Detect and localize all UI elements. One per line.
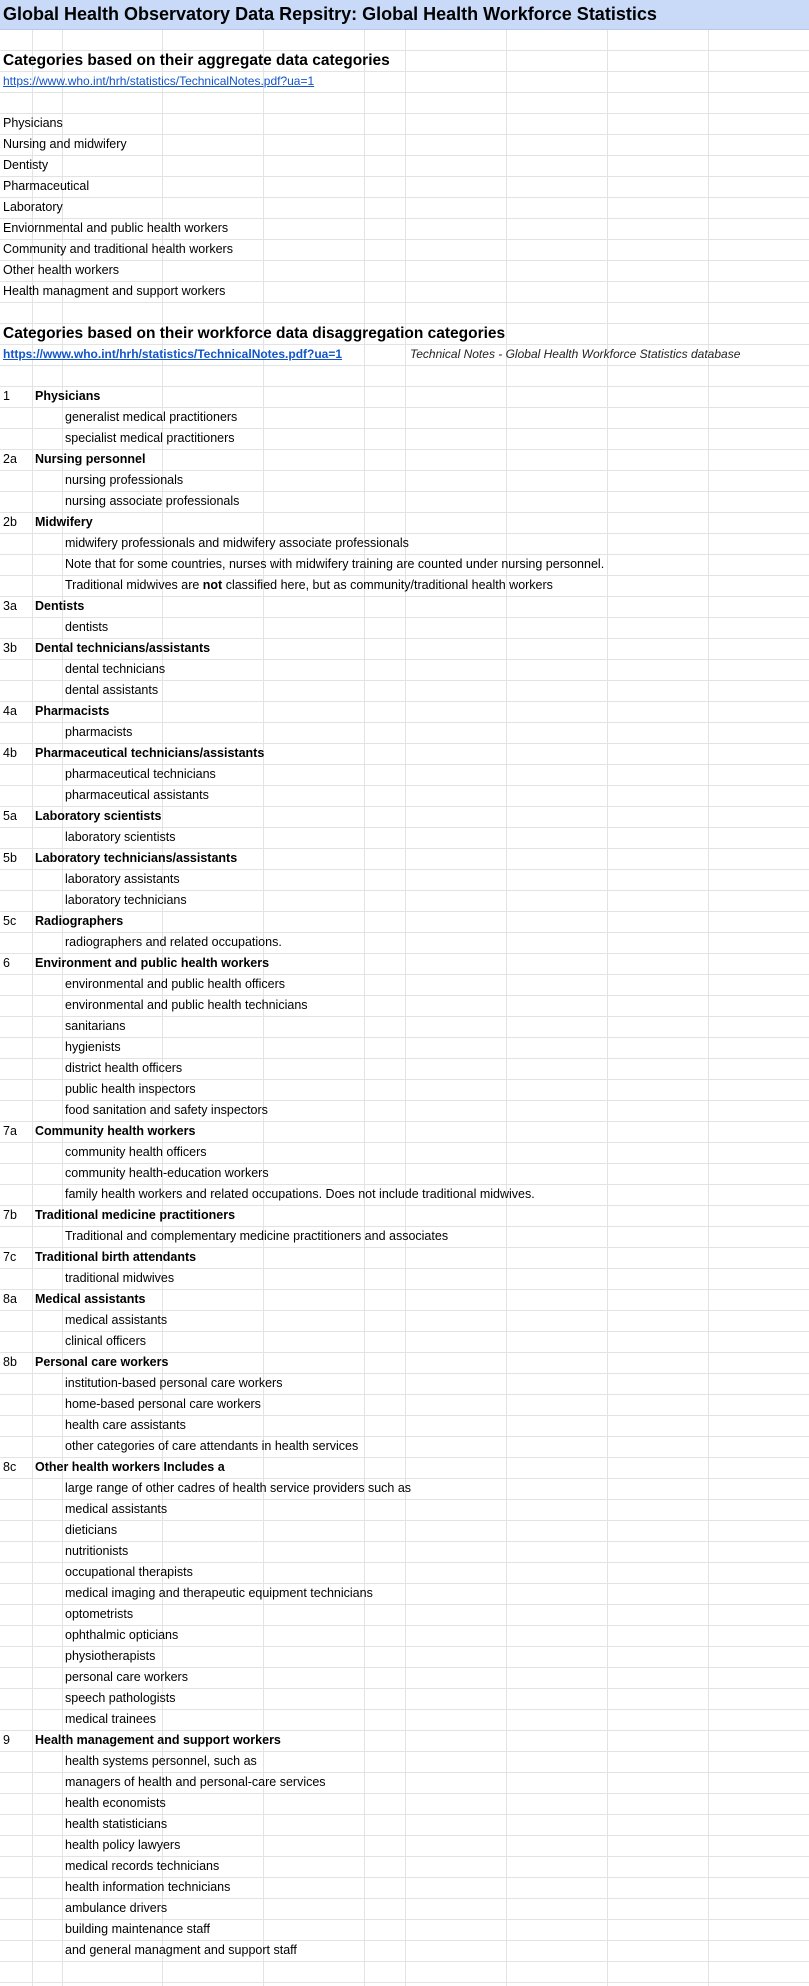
subcategory-row bbox=[0, 1856, 809, 1877]
category-name: Laboratory scientists bbox=[35, 809, 162, 823]
category-number: 8b bbox=[3, 1355, 17, 1369]
subcategory-item: occupational therapists bbox=[65, 1565, 193, 1579]
sheet-title: Global Health Observatory Data Repsitry: Global Health Workforce Statistics bbox=[3, 4, 657, 24]
subcategory-item: ambulance drivers bbox=[65, 1901, 168, 1915]
subcategory-row bbox=[0, 1415, 809, 1436]
subcategory-item: nursing professionals bbox=[65, 473, 184, 487]
subcategory-item: other categories of care attendants in health services bbox=[65, 1439, 359, 1453]
subcategory-item: ophthalmic opticians bbox=[65, 1628, 179, 1642]
aggregate-link[interactable]: https://www.who.int/hrh/statistics/TechnicalNotes.pdf?ua=1 bbox=[3, 74, 315, 88]
subcategory-row bbox=[0, 1625, 809, 1646]
aggregate-item-row bbox=[0, 239, 809, 260]
subcategory-row bbox=[0, 680, 809, 701]
subcategory-row bbox=[0, 1142, 809, 1163]
subcategory-row bbox=[0, 1016, 809, 1037]
category-number: 3a bbox=[3, 599, 17, 613]
subcategory-item: medical imaging and therapeutic equipment technicians bbox=[65, 1586, 373, 1600]
subcategory-text: classified here, but as community/traditional health workers bbox=[222, 578, 553, 592]
subcategory-row bbox=[0, 1604, 809, 1625]
empty-row bbox=[0, 92, 809, 113]
aggregate-item-row bbox=[0, 155, 809, 176]
category-name: Midwifery bbox=[35, 515, 93, 529]
subcategory-item: home-based personal care workers bbox=[65, 1397, 261, 1411]
aggregate-heading-row bbox=[0, 50, 809, 71]
subcategory-row bbox=[0, 1751, 809, 1772]
aggregate-item-row bbox=[0, 113, 809, 134]
category-name: Other health workers Includes a bbox=[35, 1460, 225, 1474]
subcategory-row bbox=[0, 1100, 809, 1121]
category-name: Traditional birth attendants bbox=[35, 1250, 197, 1264]
category-row bbox=[0, 1205, 809, 1226]
category-row bbox=[0, 701, 809, 722]
subcategory-item: dentists bbox=[65, 620, 109, 634]
subcategory-item: dieticians bbox=[65, 1523, 118, 1537]
category-row bbox=[0, 848, 809, 869]
aggregate-item-row bbox=[0, 281, 809, 302]
category-number: 7a bbox=[3, 1124, 17, 1138]
subcategory-item: radiographers and related occupations. bbox=[65, 935, 282, 949]
category-number: 3b bbox=[3, 641, 17, 655]
subcategory-item: clinical officers bbox=[65, 1334, 147, 1348]
aggregate-item: Other health workers bbox=[3, 263, 120, 277]
subcategory-row bbox=[0, 1667, 809, 1688]
category-number: 8a bbox=[3, 1292, 17, 1306]
category-row bbox=[0, 953, 809, 974]
subcategory-row bbox=[0, 1562, 809, 1583]
subcategory-row bbox=[0, 1331, 809, 1352]
category-number: 8c bbox=[3, 1460, 17, 1474]
subcategory-item: environmental and public health technicians bbox=[65, 998, 308, 1012]
subcategory-row bbox=[0, 1184, 809, 1205]
aggregate-item-row bbox=[0, 260, 809, 281]
subcategory-row bbox=[0, 1226, 809, 1247]
subcategory-row bbox=[0, 1037, 809, 1058]
subcategory-item: midwifery professionals and midwifery associate professionals bbox=[65, 536, 409, 550]
category-name: Dental technicians/assistants bbox=[35, 641, 211, 655]
category-number: 5a bbox=[3, 809, 17, 823]
subcategory-item: health information technicians bbox=[65, 1880, 231, 1894]
subcategory-item: medical records technicians bbox=[65, 1859, 220, 1873]
title-row[interactable] bbox=[0, 0, 809, 30]
category-name: Pharmacists bbox=[35, 704, 110, 718]
category-name: Laboratory technicians/assistants bbox=[35, 851, 238, 865]
subcategory-item: Traditional and complementary medicine practitioners and associates bbox=[65, 1229, 449, 1243]
subcategory-item: laboratory assistants bbox=[65, 872, 180, 886]
subcategory-row bbox=[0, 659, 809, 680]
aggregate-item: Laboratory bbox=[3, 200, 63, 214]
category-name: Health management and support workers bbox=[35, 1733, 281, 1747]
subcategory-row bbox=[0, 1478, 809, 1499]
category-number: 4b bbox=[3, 746, 17, 760]
subcategory-row bbox=[0, 1310, 809, 1331]
subcategory-row bbox=[0, 1436, 809, 1457]
category-number: 9 bbox=[3, 1733, 10, 1747]
subcategory-item bbox=[65, 575, 553, 596]
subcategory-item: health statisticians bbox=[65, 1817, 168, 1831]
empty-row bbox=[0, 302, 809, 323]
disaggregation-link[interactable]: https://www.who.int/hrh/statistics/TechnicalNotes.pdf?ua=1 bbox=[3, 347, 343, 361]
subcategory-item: district health officers bbox=[65, 1061, 183, 1075]
category-row bbox=[0, 1247, 809, 1268]
category-number: 1 bbox=[3, 389, 10, 403]
aggregate-item: Dentisty bbox=[3, 158, 49, 172]
subcategory-item: dental assistants bbox=[65, 683, 159, 697]
subcategory-item: personal care workers bbox=[65, 1670, 188, 1684]
subcategory-row bbox=[0, 1793, 809, 1814]
subcategory-row bbox=[0, 932, 809, 953]
subcategory-row bbox=[0, 1940, 809, 1961]
category-row bbox=[0, 806, 809, 827]
emphasis-text: not bbox=[202, 578, 223, 592]
subcategory-item: environmental and public health officers bbox=[65, 977, 286, 991]
aggregate-heading: Categories based on their aggregate data categories bbox=[3, 52, 390, 69]
subcategory-row bbox=[0, 974, 809, 995]
subcategory-item: family health workers and related occupations. Does not include traditional midwives. bbox=[65, 1187, 535, 1201]
subcategory-item: building maintenance staff bbox=[65, 1922, 211, 1936]
subcategory-item: nursing associate professionals bbox=[65, 494, 240, 508]
subcategory-row bbox=[0, 1373, 809, 1394]
subcategory-item: physiotherapists bbox=[65, 1649, 156, 1663]
empty-row bbox=[0, 365, 809, 386]
subcategory-row bbox=[0, 764, 809, 785]
aggregate-item: Enviornmental and public health workers bbox=[3, 221, 229, 235]
subcategory-row bbox=[0, 1709, 809, 1730]
aggregate-item-row bbox=[0, 134, 809, 155]
category-row bbox=[0, 1289, 809, 1310]
aggregate-link-row bbox=[0, 71, 809, 92]
subcategory-row bbox=[0, 1520, 809, 1541]
category-name: Dentists bbox=[35, 599, 85, 613]
category-number: 7b bbox=[3, 1208, 17, 1222]
subcategory-row bbox=[0, 1394, 809, 1415]
subcategory-text: Traditional midwives are bbox=[65, 578, 203, 592]
subcategory-row bbox=[0, 1268, 809, 1289]
subcategory-row bbox=[0, 1835, 809, 1856]
subcategory-item: laboratory scientists bbox=[65, 830, 176, 844]
subcategory-row bbox=[0, 1079, 809, 1100]
aggregate-item-row bbox=[0, 176, 809, 197]
category-row bbox=[0, 1352, 809, 1373]
subcategory-row bbox=[0, 407, 809, 428]
subcategory-item: sanitarians bbox=[65, 1019, 126, 1033]
category-name: Nursing personnel bbox=[35, 452, 146, 466]
category-row bbox=[0, 743, 809, 764]
subcategory-row bbox=[0, 995, 809, 1016]
subcategory-item: pharmaceutical technicians bbox=[65, 767, 216, 781]
category-name: Pharmaceutical technicians/assistants bbox=[35, 746, 265, 760]
category-number: 2a bbox=[3, 452, 17, 466]
subcategory-row bbox=[0, 890, 809, 911]
subcategory-item: speech pathologists bbox=[65, 1691, 176, 1705]
subcategory-item: optometrists bbox=[65, 1607, 134, 1621]
subcategory-item: pharmaceutical assistants bbox=[65, 788, 209, 802]
subcategory-row bbox=[0, 1583, 809, 1604]
aggregate-item: Nursing and midwifery bbox=[3, 137, 127, 151]
category-row bbox=[0, 1730, 809, 1751]
subcategory-row bbox=[0, 1772, 809, 1793]
aggregate-item: Health managment and support workers bbox=[3, 284, 226, 298]
aggregate-item-row bbox=[0, 197, 809, 218]
subcategory-item: and general managment and support staff bbox=[65, 1943, 297, 1957]
subcategory-item: institution-based personal care workers bbox=[65, 1376, 283, 1390]
category-row bbox=[0, 1457, 809, 1478]
subcategory-item: specialist medical practitioners bbox=[65, 431, 235, 445]
subcategory-row bbox=[0, 617, 809, 638]
subcategory-row bbox=[0, 554, 809, 575]
subcategory-item: health policy lawyers bbox=[65, 1838, 181, 1852]
disaggregation-link-row bbox=[0, 344, 809, 365]
subcategory-row bbox=[0, 1499, 809, 1520]
subcategory-item: hygienists bbox=[65, 1040, 121, 1054]
subcategory-item: medical assistants bbox=[65, 1313, 168, 1327]
subcategory-item: managers of health and personal-care services bbox=[65, 1775, 326, 1789]
aggregate-item: Physicians bbox=[3, 116, 63, 130]
technical-notes-label: Technical Notes - Global Health Workforce Statistics database bbox=[410, 347, 741, 361]
subcategory-row bbox=[0, 1898, 809, 1919]
disaggregation-heading-row bbox=[0, 323, 809, 344]
empty-row bbox=[0, 29, 809, 50]
subcategory-item: pharmacists bbox=[65, 725, 133, 739]
subcategory-row bbox=[0, 1814, 809, 1835]
subcategory-item: medical trainees bbox=[65, 1712, 157, 1726]
subcategory-row bbox=[0, 1163, 809, 1184]
category-row bbox=[0, 911, 809, 932]
category-number: 2b bbox=[3, 515, 17, 529]
subcategory-item: food sanitation and safety inspectors bbox=[65, 1103, 268, 1117]
disaggregation-heading: Categories based on their workforce data disaggregation categories bbox=[3, 325, 506, 342]
category-name: Traditional medicine practitioners bbox=[35, 1208, 236, 1222]
subcategory-item: nutritionists bbox=[65, 1544, 129, 1558]
subcategory-item: generalist medical practitioners bbox=[65, 410, 238, 424]
subcategory-row bbox=[0, 1058, 809, 1079]
subcategory-row bbox=[0, 722, 809, 743]
subcategory-item: medical assistants bbox=[65, 1502, 168, 1516]
category-name: Radiographers bbox=[35, 914, 124, 928]
subcategory-row bbox=[0, 1541, 809, 1562]
subcategory-row bbox=[0, 533, 809, 554]
category-row bbox=[0, 512, 809, 533]
subcategory-row bbox=[0, 491, 809, 512]
category-row bbox=[0, 638, 809, 659]
subcategory-item: public health inspectors bbox=[65, 1082, 196, 1096]
category-name: Community health workers bbox=[35, 1124, 196, 1138]
subcategory-row bbox=[0, 1877, 809, 1898]
category-number: 5c bbox=[3, 914, 17, 928]
category-row bbox=[0, 1121, 809, 1142]
aggregate-item: Pharmaceutical bbox=[3, 179, 90, 193]
category-row bbox=[0, 386, 809, 407]
subcategory-row bbox=[0, 1688, 809, 1709]
subcategory-item: health care assistants bbox=[65, 1418, 186, 1432]
subcategory-row bbox=[0, 575, 809, 596]
category-name: Personal care workers bbox=[35, 1355, 169, 1369]
category-number: 5b bbox=[3, 851, 17, 865]
category-number: 4a bbox=[3, 704, 17, 718]
aggregate-item-row bbox=[0, 218, 809, 239]
subcategory-row bbox=[0, 428, 809, 449]
category-name: Physicians bbox=[35, 389, 101, 403]
subcategory-item: community health officers bbox=[65, 1145, 207, 1159]
subcategory-row bbox=[0, 470, 809, 491]
subcategory-item: health economists bbox=[65, 1796, 166, 1810]
category-row bbox=[0, 596, 809, 617]
category-number: 6 bbox=[3, 956, 10, 970]
subcategory-row bbox=[0, 869, 809, 890]
subcategory-row bbox=[0, 1646, 809, 1667]
aggregate-item: Community and traditional health workers bbox=[3, 242, 233, 256]
subcategory-item: community health-education workers bbox=[65, 1166, 269, 1180]
subcategory-row bbox=[0, 1919, 809, 1940]
category-name: Environment and public health workers bbox=[35, 956, 270, 970]
category-number: 7c bbox=[3, 1250, 17, 1264]
subcategory-row bbox=[0, 785, 809, 806]
subcategory-item: Note that for some countries, nurses with midwifery training are counted under nursing personnel. bbox=[65, 557, 605, 571]
subcategory-item: traditional midwives bbox=[65, 1271, 175, 1285]
subcategory-item: laboratory technicians bbox=[65, 893, 187, 907]
subcategory-row bbox=[0, 827, 809, 848]
subcategory-item: dental technicians bbox=[65, 662, 166, 676]
subcategory-item: health systems personnel, such as bbox=[65, 1754, 257, 1768]
category-row bbox=[0, 449, 809, 470]
category-name: Medical assistants bbox=[35, 1292, 146, 1306]
subcategory-item: large range of other cadres of health service providers such as bbox=[65, 1481, 412, 1495]
